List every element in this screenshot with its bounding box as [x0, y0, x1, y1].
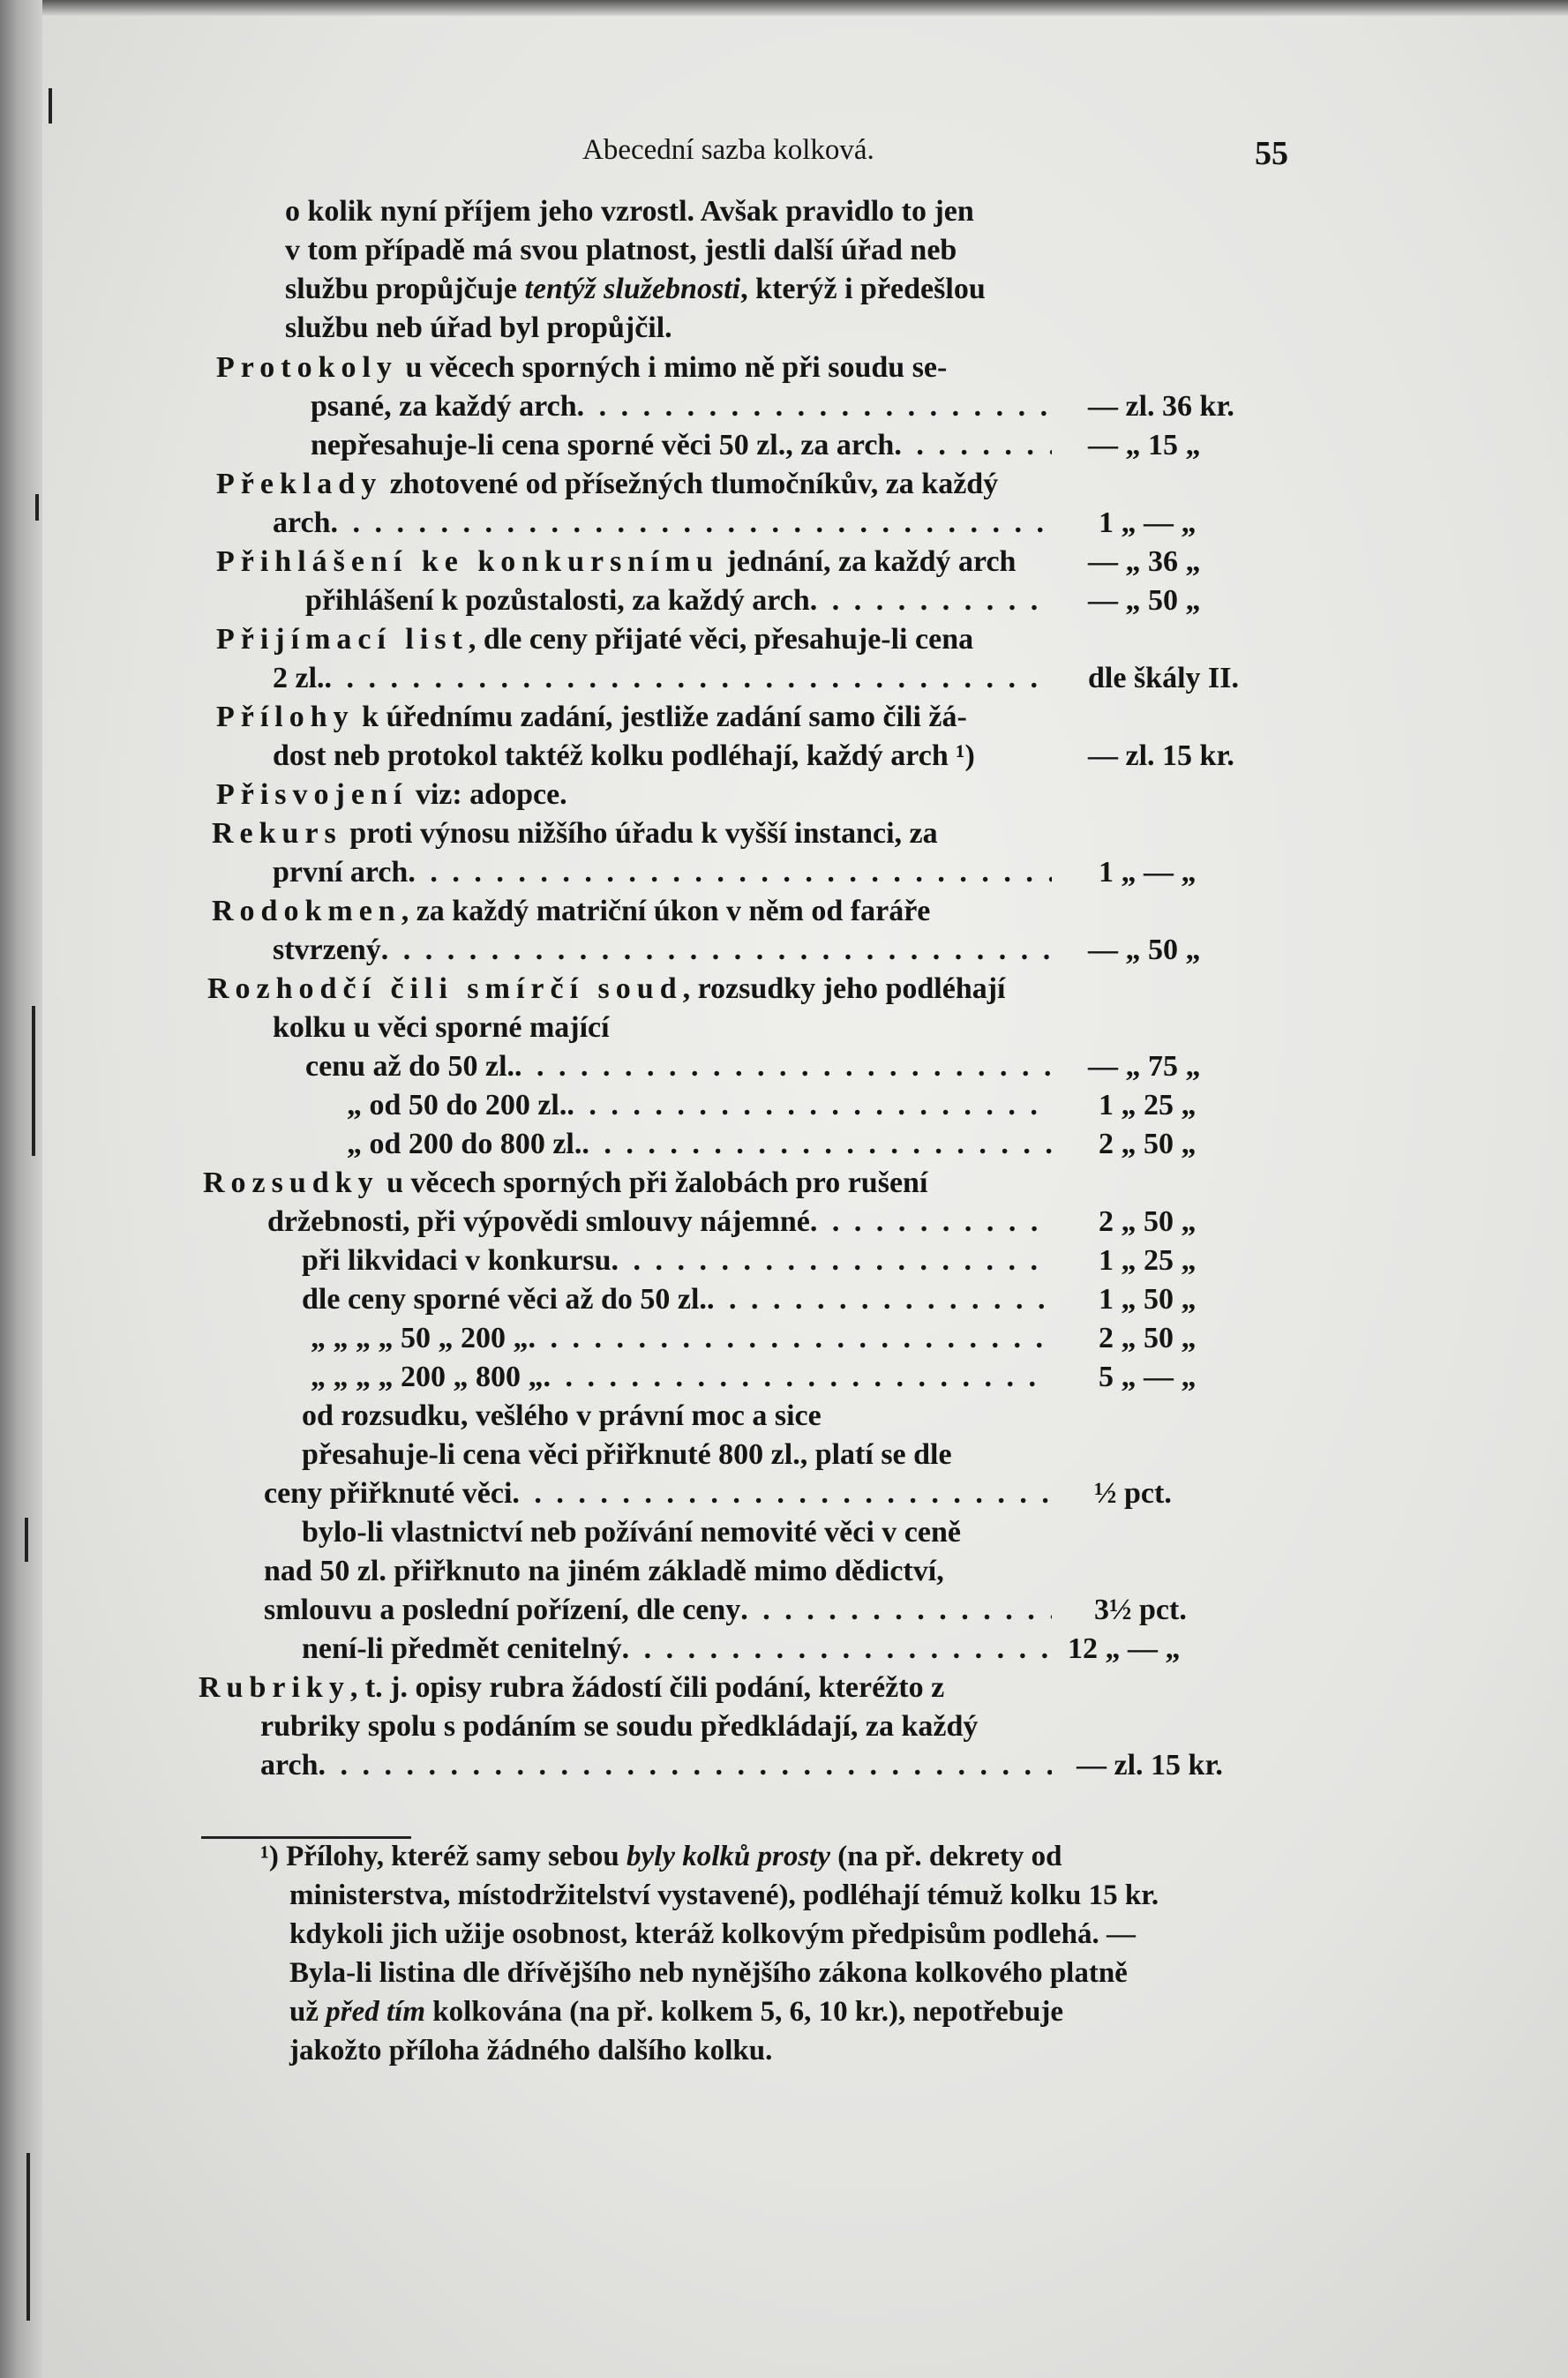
entry-line: stvrzený . . . — „ 50 „: [0, 931, 1279, 970]
entry-line: arch . . . — zl. 15 kr.: [0, 1746, 1279, 1785]
entry-line: cenu až do 50 zl. . . . — „ 75 „: [0, 1047, 1279, 1086]
gutter-mark: [26, 2153, 30, 2321]
entry-line: psané, za každý arch . . . — zl. 36 kr.: [0, 387, 1279, 426]
entry-line: nepřesahuje-li cena sporné věci 50 zl., za arch . . . — „ 15 „: [0, 426, 1279, 465]
entry-prilohy: Přílohy k úřednímu zadání, jestliže zadání samo čili žá-: [216, 701, 967, 733]
gutter-mark: [49, 88, 52, 124]
text-line: službu neb úřad byl propůjčil.: [285, 311, 672, 344]
text-line: rubriky spolu s podáním se soudu předkládají, za každý: [260, 1710, 979, 1743]
entry-line: „ od 50 do 200 zl. . . . 1 „ 25 „: [0, 1086, 1279, 1125]
text-line: bylo-li vlastnictví neb požívání nemovité věci v ceně: [302, 1516, 961, 1549]
entry-line: není-li předmět cenitelný . . . 12 „ — „: [0, 1630, 1279, 1669]
entry-rozhodci-soud: Rozhodčí čili smírčí soud, rozsudky jeho podléhají: [207, 972, 1006, 1005]
page-top-edge: [0, 0, 1568, 16]
text-line: o kolik nyní příjem jeho vzrostl. Avšak pravidlo to jen: [285, 195, 974, 228]
entry-line: dost neb protokol taktéž kolku podléhají, každý arch ¹) — zl. 15 kr.: [273, 739, 1234, 772]
entry-line: při likvidaci v konkursu . . . 1 „ 25 „: [0, 1242, 1279, 1280]
entry-line: dle ceny sporné věci až do 50 zl. . . . 1 „ 50 „: [0, 1280, 1279, 1319]
text-line: kolku u věci sporné mající: [273, 1011, 610, 1044]
entry-prijimaci-list: Přijímací list, dle ceny přijaté věci, přesahuje-li cena: [216, 623, 974, 656]
entry-line: „ „ „ „ 200 „ 800 „ . . . 5 „ — „: [0, 1358, 1279, 1397]
entry-rubriky: Rubriky, t. j. opisy rubra žádostí čili podání, kteréžto z: [199, 1671, 945, 1704]
entry-line: přihlášení k pozůstalosti, za každý arch . . . — „ 50 „: [0, 581, 1279, 620]
text-line: v tom případě má svou platnost, jestli další úřad neb: [285, 234, 957, 266]
entry-line: první arch . . . 1 „ — „: [0, 853, 1279, 892]
binding-gutter: [0, 0, 42, 2378]
entry-line: „ „ „ „ 50 „ 200 „ . . . 2 „ 50 „: [0, 1319, 1279, 1358]
entry-line: arch . . . 1 „ — „: [0, 504, 1279, 543]
entry-protokoly: Protokoly u věcech sporných i mimo ně při soudu se-: [216, 351, 948, 384]
footnote-line: Byla-li listina dle dřívějšího neb nynějšího zákona kolkového platně: [289, 1957, 1128, 1989]
text-line: přesahuje-li cena věci přiřknuté 800 zl., platí se dle: [302, 1438, 952, 1471]
footnote-line: ministerstva, místodržitelství vystavené), podléhají témuž kolku 15 kr.: [289, 1879, 1159, 1911]
entry-prisvojeni: Přisvojení viz: adopce.: [216, 778, 567, 811]
text-line: od rozsudku, vešlého v právní moc a sice: [302, 1399, 822, 1432]
footnote-line: kdykoli jich užije osobnost, kteráž kolkovým předpisům podlehá. —: [289, 1918, 1136, 1950]
entry-prihlaseni: Přihlášení ke konkursnímu jednání, za každý arch — „ 36 „: [216, 545, 1201, 578]
entry-line: „ od 200 do 800 zl. . . . 2 „ 50 „: [0, 1125, 1279, 1164]
footnote-line: už před tím kolkována (na př. kolkem 5, 6, 10 kr.), nepotřebuje: [289, 1996, 1064, 2028]
entry-line: 2 zl. . . . dle škály II.: [0, 659, 1306, 698]
gutter-mark: [25, 1518, 28, 1562]
entry-rekurs: Rekurs proti výnosu nižšího úřadu k vyšší instanci, za: [212, 817, 938, 850]
header-title: Abecední sazba kolková.: [582, 134, 874, 166]
entry-rodokmen: Rodokmen, za každý matriční úkon v něm od faráře: [212, 895, 931, 927]
text-line: službu propůjčuje tentýž služebnosti, kterýž i předešlou: [285, 273, 986, 305]
text-line: nad 50 zl. přiřknuto na jiném základě mimo dědictví,: [264, 1555, 944, 1587]
entry-line: držebnosti, při výpovědi smlouvy nájemné . . . 2 „ 50 „: [0, 1203, 1279, 1242]
entry-rozsudky: Rozsudky u věcech sporných při žalobách pro rušení: [203, 1166, 928, 1199]
entry-line: ceny přiřknuté věci . . . ½ pct.: [0, 1474, 1279, 1513]
running-header: [582, 134, 1288, 175]
footnote-line: jakožto příloha žádného dalšího kolku.: [289, 2035, 773, 2067]
page-number: 55: [1255, 135, 1288, 172]
footnote-line: ¹) Přílohy, kteréž samy sebou byly kolků prosty (na př. dekrety od: [260, 1841, 1062, 1872]
entry-line: smlouvu a poslední pořízení, dle ceny . . . 3½ pct.: [0, 1591, 1279, 1630]
entry-preklady: Překlady zhotovené od přísežných tlumočníkův, za každý: [216, 468, 999, 500]
